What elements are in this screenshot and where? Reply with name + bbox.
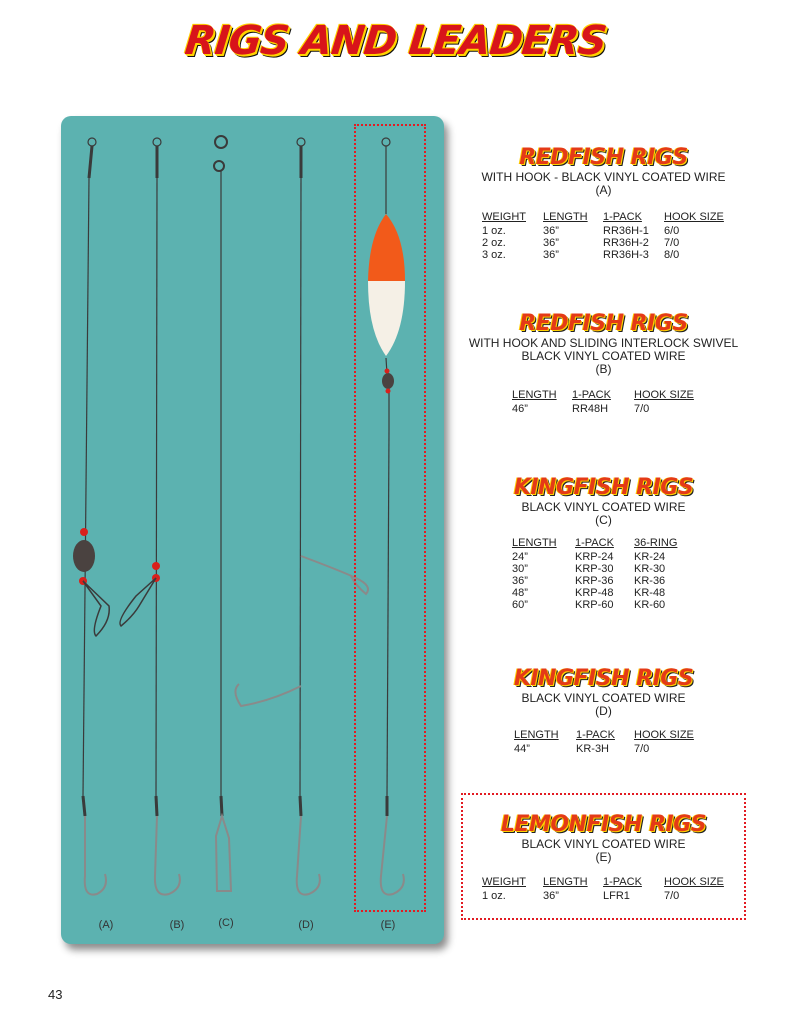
table-cell: KRP-60 [575,599,614,611]
table-cell: 36” [543,237,559,249]
table-lemonfish-e [482,876,732,906]
rig-a-weight [73,540,95,572]
table-cell: KR-36 [634,575,666,587]
column-weight [482,211,526,261]
column-weight [482,876,526,902]
table-cell: 7/0 [664,890,680,902]
section-title: KINGFISH RIGS [513,666,694,691]
rig-label-e: (E) [380,919,396,931]
column-header: 1-PACK [576,729,615,741]
section-redfish-a [461,145,746,197]
table-cell: 24” [512,551,528,563]
section-subtitle: WITH HOOK AND SLIDING INTERLOCK SWIVEL [468,336,739,350]
column-header: LENGTH [514,729,559,741]
table-cell: 44” [514,743,530,755]
section-title: LEMONFISH RIGS [500,812,707,837]
column-hook-size [634,729,694,755]
section-kingfish-d [461,666,746,718]
section-lemonfish-e [461,812,746,864]
table-cell: KR-60 [634,599,666,611]
section-subtitle: BLACK VINYL COATED WIRE [521,500,686,514]
column-length [514,729,559,755]
column-length [512,537,557,611]
table-cell: 2 oz. [482,237,506,249]
table-cell: 8/0 [664,249,680,261]
column-header: LENGTH [512,537,557,549]
section-letter: (B) [595,362,612,376]
table-cell: 7/0 [634,743,650,755]
column-1-pack [576,729,615,755]
column-header: HOOK SIZE [664,211,724,223]
section-title: REDFISH RIGS [519,145,688,170]
table-cell: KR-48 [634,587,666,599]
rig-label-a: (A) [98,919,114,931]
section-redfish-b [461,311,746,376]
table-cell: 7/0 [634,403,650,415]
table-cell: RR36H-2 [603,237,649,249]
rig-a-illustration [83,138,106,895]
rig-e-highlight [354,124,426,912]
table-cell: 46” [512,403,528,415]
table-cell: 36” [512,575,528,587]
section-kingfish-c [461,475,746,527]
table-cell: 48” [512,587,528,599]
section-subtitle: BLACK VINYL COATED WIRE [521,349,686,363]
table-cell: KRP-24 [575,551,614,563]
section-letter: (A) [595,183,612,197]
table-cell: LFR1 [603,890,630,902]
column-header: 1-PACK [603,211,642,223]
table-cell: RR48H [572,403,609,415]
table-cell: 30” [512,563,528,575]
section-subtitle: WITH HOOK - BLACK VINYL COATED WIRE [481,170,726,184]
table-cell: 60” [512,599,528,611]
table-redfish-b [512,389,732,419]
table-cell: 36” [543,890,559,902]
table-cell: KR-24 [634,551,666,563]
section-title: KINGFISH RIGS [513,475,694,500]
column-length [543,876,588,902]
section-letter: (C) [595,513,612,527]
column-1-pack [603,211,649,261]
column-header: WEIGHT [482,876,526,888]
table-cell: KRP-36 [575,575,614,587]
column-header: HOOK SIZE [634,729,694,741]
rig-label-d: (D) [298,919,314,931]
table-cell: KRP-30 [575,563,614,575]
column-header: HOOK SIZE [634,389,694,401]
table-cell: 36” [543,249,559,261]
table-cell: 1 oz. [482,890,506,902]
table-cell: 6/0 [664,225,680,237]
rig-c-illustration [214,136,231,891]
table-cell: 7/0 [664,237,680,249]
column-36-ring [634,537,677,611]
table-cell: RR36H-3 [603,249,649,261]
column-hook-size [664,876,724,902]
section-letter: (D) [595,704,612,718]
table-kingfish-d [514,729,734,759]
column-header: WEIGHT [482,211,526,223]
column-header: LENGTH [543,211,588,223]
rig-label-c: (C) [218,917,234,929]
column-header: 1-PACK [603,876,642,888]
column-header: LENGTH [512,389,557,401]
table-cell: KR-3H [576,743,610,755]
column-length [543,211,588,261]
column-header: 36-RING [634,537,678,549]
table-cell: 1 oz. [482,225,506,237]
section-title: REDFISH RIGS [519,311,688,336]
column-header: HOOK SIZE [664,876,724,888]
table-redfish-a [482,211,742,271]
column-header: 1-PACK [572,389,611,401]
rig-label-b: (B) [169,919,185,931]
table-cell: KRP-48 [575,587,614,599]
column-hook-size [664,211,724,261]
column-length [512,389,557,415]
rig-d-illustration [297,138,320,895]
column-header: 1-PACK [575,537,614,549]
table-cell: RR36H-1 [603,225,649,237]
table-cell: KR-30 [634,563,666,575]
column-1-pack [603,876,642,902]
page-title: RIGS AND LEADERS [182,18,609,64]
column-header: LENGTH [543,876,588,888]
column-1-pack [575,537,614,611]
rig-b-illustration [153,138,180,895]
table-kingfish-c [512,537,732,621]
section-subtitle: BLACK VINYL COATED WIRE [521,691,686,705]
section-subtitle: BLACK VINYL COATED WIRE [521,837,686,851]
table-cell: 3 oz. [482,249,506,261]
column-hook-size [634,389,694,415]
table-cell: 36” [543,225,559,237]
column-1-pack [572,389,611,415]
section-letter: (E) [595,850,612,864]
page-number: 43 [48,987,63,1002]
